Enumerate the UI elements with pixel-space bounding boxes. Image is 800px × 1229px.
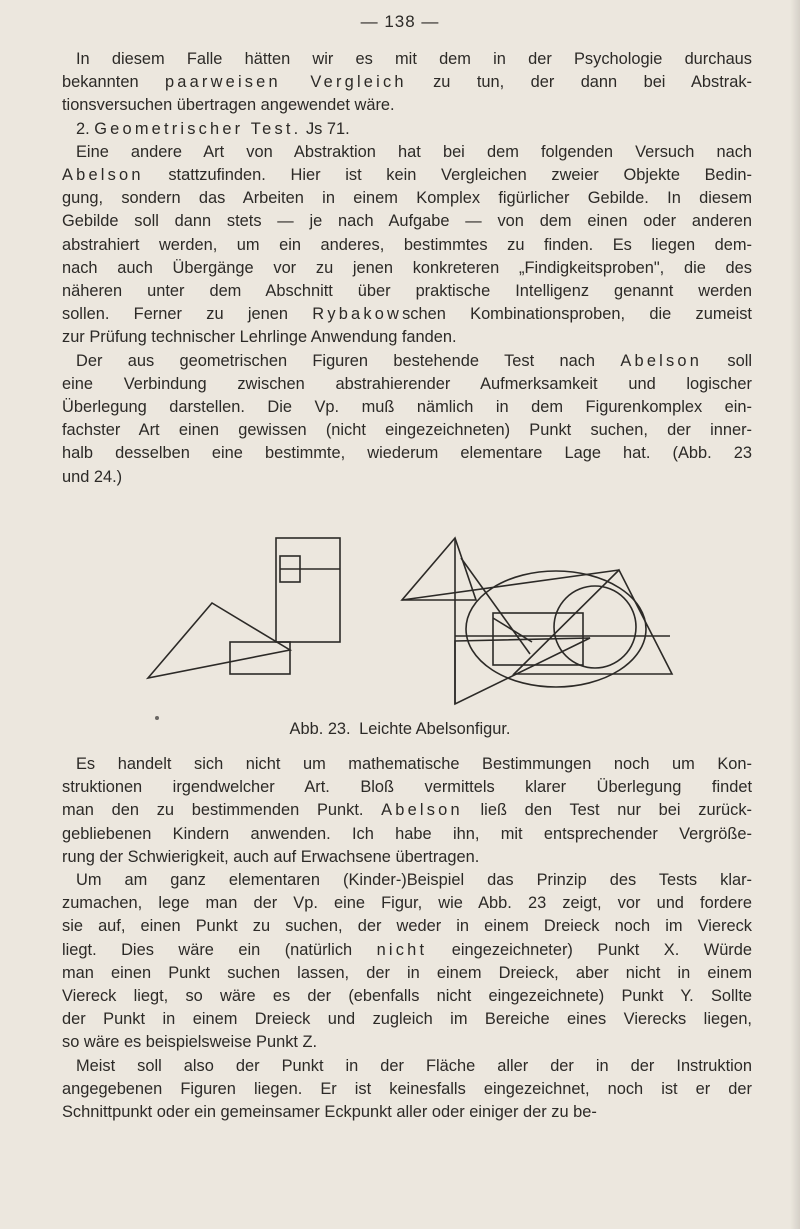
text-run: struktionen irgendwelcher Art. Bloß vermittels klarer Überlegung findet bbox=[62, 778, 752, 797]
emphasized-text: paarweisen Vergleich bbox=[164, 73, 407, 92]
text-run: Eine andere Art von Abstraktion hat bei dem folgenden Versuch nach bbox=[76, 142, 752, 161]
text-run: nach auch Übergänge vor zu jenen konkreteren „Findigkeitsproben", die des bbox=[62, 258, 752, 277]
text-run: halb desselben eine bestimmte, wiederum elementare Lage hat. (Abb. 23 bbox=[62, 444, 752, 463]
text-run: Es handelt sich nicht um mathematische Bestimmungen noch um Kon- bbox=[76, 755, 752, 773]
emphasized-text: Rybakow bbox=[312, 305, 403, 324]
text-line bbox=[62, 326, 752, 349]
figure-caption bbox=[0, 720, 800, 739]
text-line bbox=[62, 187, 752, 210]
text-run: angegebenen Figuren liegen. Er ist keinesfalls eingezeichnet, noch ist er der bbox=[62, 1079, 752, 1098]
text-run: Meist soll also der Punkt in der Fläche aller der in der Instruktion bbox=[76, 1056, 752, 1075]
text-line bbox=[62, 799, 752, 822]
text-run: sollen. Ferner zu jenen bbox=[62, 305, 313, 324]
text-run: man einen Punkt suchen lassen, der in einem Dreieck, aber nicht in einem bbox=[62, 963, 752, 982]
text-line bbox=[62, 280, 752, 303]
text-line bbox=[62, 210, 752, 233]
emphasized-text: nicht bbox=[376, 940, 428, 959]
text-line bbox=[62, 985, 752, 1008]
text-line bbox=[62, 1055, 752, 1078]
right-circle bbox=[554, 586, 636, 668]
emphasized-text: Abelson bbox=[381, 801, 463, 820]
figure-caption-text: Leichte Abelsonfigur. bbox=[359, 720, 511, 738]
text-line bbox=[62, 419, 752, 442]
text-line bbox=[62, 939, 752, 962]
text-line bbox=[62, 141, 752, 164]
text-run: Viereck liegt, so wäre es der (ebenfalls nicht eingezeichnete) Punkt Y. Sollte bbox=[62, 987, 752, 1006]
text-line bbox=[62, 915, 752, 938]
paragraph-abstraktion bbox=[62, 141, 752, 350]
paragraph-test-abelson bbox=[62, 350, 752, 489]
paragraph-instruktion bbox=[62, 1055, 752, 1125]
paragraph-paarweise bbox=[62, 48, 752, 118]
text-run: rung der Schwierigkeit, auch auf Erwachsene übertragen. bbox=[62, 847, 480, 866]
text-run: Um am ganz elementaren (Kinder-)Beispiel das Prinzip des Tests klar- bbox=[76, 871, 752, 890]
text-line bbox=[62, 94, 752, 117]
text-line bbox=[62, 776, 752, 799]
paragraph-beispiel bbox=[62, 869, 752, 1055]
text-line bbox=[62, 234, 752, 257]
text-line bbox=[62, 396, 752, 419]
text-line bbox=[62, 846, 752, 869]
section-heading-geometrischer-test bbox=[62, 118, 752, 141]
text-line bbox=[62, 71, 752, 94]
text-run: gung, sondern das Arbeiten in einem Komplex figürlicher Gebilde. In diesem bbox=[62, 189, 752, 208]
text-run: soll bbox=[702, 351, 752, 370]
text-line bbox=[62, 1008, 752, 1031]
text-run: Gebilde soll dann stets — je nach Aufgabe — von dem einen oder anderen bbox=[62, 212, 752, 231]
text-run: Js 71. bbox=[301, 119, 350, 138]
text-run: so wäre es beispielsweise Punkt Z. bbox=[62, 1033, 318, 1052]
left-rect-lower bbox=[230, 642, 290, 674]
text-line bbox=[62, 164, 752, 187]
text-line bbox=[62, 373, 752, 396]
paragraph-keine-mathematik bbox=[62, 753, 752, 869]
text-line bbox=[62, 350, 752, 373]
text-run: zumachen, lege man der Vp. eine Figur, wie Abb. 23 zeigt, vor und fordere bbox=[62, 894, 752, 913]
text-line bbox=[62, 1031, 752, 1054]
text-line bbox=[62, 1078, 752, 1101]
text-line bbox=[62, 1101, 752, 1124]
emphasized-text: Abelson bbox=[620, 351, 703, 370]
text-run: Überlegung darstellen. Die Vp. muß nämlich in dem Figurenkomplex ein- bbox=[62, 398, 752, 417]
right-rect-diagonal bbox=[493, 618, 532, 642]
text-line bbox=[62, 869, 752, 892]
text-line bbox=[62, 48, 752, 71]
emphasized-text: Geometrischer Test. bbox=[94, 119, 302, 138]
text-run: Schnittpunkt oder ein gemeinsamer Eckpunkt aller oder einiger der zu be- bbox=[62, 1103, 597, 1122]
text-run: und 24.) bbox=[62, 467, 123, 486]
text-run: stattzufinden. Hier ist kein Vergleichen zweier Objekte Bedin- bbox=[143, 166, 752, 185]
left-rect-large bbox=[276, 538, 340, 642]
text-line bbox=[62, 118, 752, 141]
text-run: zur Prüfung technischer Lehrlinge Anwendung fanden. bbox=[62, 328, 457, 347]
text-line bbox=[62, 466, 752, 489]
page-number: — 138 — bbox=[360, 12, 440, 31]
text-run: eine Verbindung zwischen abstrahierender Aufmerksamkeit und logischer bbox=[62, 374, 752, 393]
figure-caption-label: Abb. 23. bbox=[289, 720, 351, 738]
text-line bbox=[62, 962, 752, 985]
text-line bbox=[62, 303, 752, 326]
text-run: In diesem Falle hätten wir es mit dem in der Psychologie durchaus bbox=[76, 50, 752, 68]
text-run: man den zu bestimmenden Punkt. bbox=[62, 801, 382, 820]
left-triangle bbox=[148, 603, 290, 678]
text-run: ließ den Test nur bei zurück- bbox=[462, 801, 753, 820]
text-run: abstrahiert werden, um ein anderes, bestimmtes zu finden. Es liegen dem- bbox=[62, 235, 752, 254]
text-run: näheren unter dem Abschnitt über praktische Intelligenz genannt werden bbox=[62, 282, 752, 301]
text-run: Der aus geometrischen Figuren bestehende Test nach bbox=[76, 351, 621, 370]
text-run: bekannten bbox=[62, 73, 165, 92]
text-run: zu tun, der dann bei Abstrak- bbox=[406, 73, 752, 92]
text-run: fachster Art einen gewissen (nicht eingezeichneten) Punkt suchen, der inner- bbox=[62, 421, 752, 440]
text-line bbox=[62, 442, 752, 465]
text-run: eingezeichneter) Punkt X. Würde bbox=[427, 940, 752, 959]
abelson-figure bbox=[130, 526, 690, 716]
emphasized-text: Abelson bbox=[62, 166, 144, 185]
text-run: gebliebenen Kindern anwenden. Ich habe ihn, mit entsprechender Vergröße- bbox=[62, 824, 752, 843]
text-run: sie auf, einen Punkt zu suchen, der weder in einem Dreieck noch im Viereck bbox=[62, 917, 752, 936]
text-run: tionsversuchen übertragen angewendet wäre. bbox=[62, 96, 395, 115]
text-run: 2. bbox=[76, 119, 95, 138]
text-block-bottom bbox=[62, 753, 752, 1124]
text-block-top bbox=[62, 48, 752, 489]
text-run: liegt. Dies wäre ein (natürlich bbox=[62, 940, 377, 959]
text-line bbox=[62, 823, 752, 846]
text-run: der Punkt in einem Dreieck und zugleich im Bereiche eines Vierecks liegen, bbox=[62, 1010, 752, 1029]
page-edge-shadow bbox=[790, 0, 800, 1229]
text-line bbox=[62, 753, 752, 776]
text-run: schen Kombinationsproben, die zumeist bbox=[402, 305, 752, 324]
right-lower-triangle bbox=[455, 638, 590, 704]
text-line bbox=[62, 257, 752, 280]
text-line bbox=[62, 892, 752, 915]
